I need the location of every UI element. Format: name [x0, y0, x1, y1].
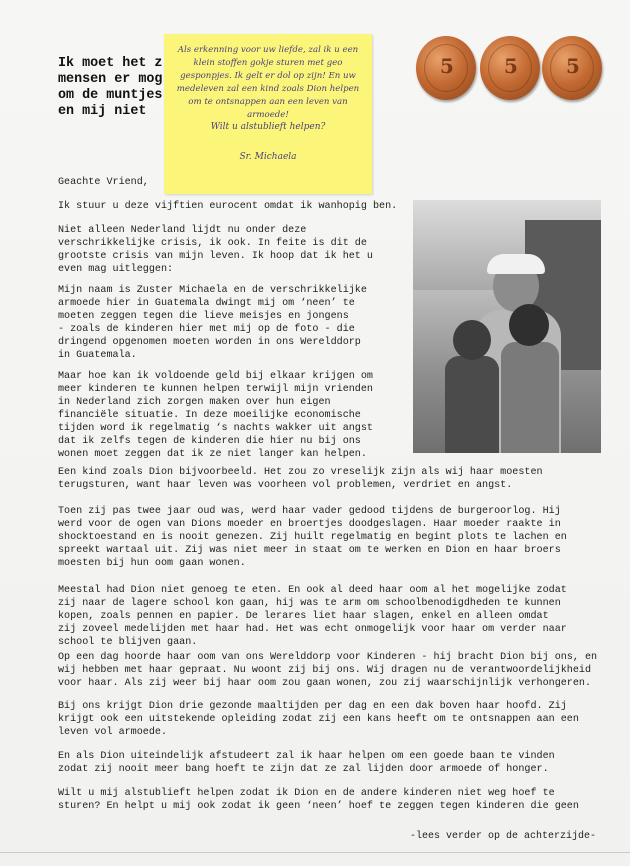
- coin-icon: [542, 36, 602, 100]
- coin-value: 5: [566, 54, 580, 78]
- coin-icon: [480, 36, 540, 100]
- paragraph-1: Ik stuur u deze vijftien eurocent omdat ik wanhopig ben.: [58, 201, 398, 212]
- continue-footer: -lees verder op de achterzijde-: [410, 831, 597, 842]
- salutation: Geachte Vriend,: [58, 177, 149, 188]
- sticky-note: [164, 34, 372, 194]
- coins-group: [408, 36, 608, 108]
- coin-value: 5: [504, 54, 518, 78]
- coin-icon: [416, 36, 476, 100]
- paragraph-2: Niet alleen Nederland lijdt nu onder deze verschrikkelijke crisis, ik ook. In feite is dit de grootste crisis van mijn leven. Ik hoop dat ik het u even mag uitleggen:: [58, 225, 373, 275]
- paragraph-6: Toen zij pas twee jaar oud was, werd haar vader gedood tijdens de burgeroorlog. Hij werd voor de ogen van Dions moeder en broertjes doodgeslagen. Haar moeder raakte in shocktoestand en is nooit genezen. Zij huilt regelmatig en begint plots te lachen en spreekt wartaal uit. Zij was niet meer in staat om te werken en Dion en haar broers moesten bij hun oom gaan wonen.: [58, 506, 567, 569]
- paragraph-10: En als Dion uiteindelijk afstudeert zal ik haar helpen om een goede baan te vinden zodat zij nooit meer bang hoeft te zijn dat ze zal lijden door armoede of honger.: [58, 751, 555, 775]
- sticky-note-text: Als erkenning voor uw liefde, zal ik u een klein stoffen gokje sturen met geo gesponpjes. Ik gelt er dol op zijn! En uw medeleven zal een kind zoals Dion helpen om te ontsnappen aan een leven van armoede!: [176, 45, 360, 120]
- paragraph-7: Meestal had Dion niet genoeg te eten. En ook al deed haar oom al het mogelijke zodat zij naar de lagere school kon gaan, hij was te arm om schoolbenodigdheden te kunnen kopen, zoals pennen en papier. De lerares liet haar slagen, enkel en alleen omdat zij zoveel medelijden met haar had. Het was echt onmogelijk voor haar om verder naar school te blijven gaan.: [58, 585, 567, 648]
- paragraph-11: Wilt u mij alstublieft helpen zodat ik Dion en de andere kinderen niet weg hoef te sturen? En helpt u mij ook zodat ik geen ‘neen’ hoef te zeggen tegen kinderen die geen: [58, 788, 579, 812]
- paragraph-9: Bij ons krijgt Dion drie gezonde maaltijden per dag en een dak boven haar hoofd. Zij krijgt ook een uitstekende opleiding zodat zij een kans heeft om te ontsnappen aan een leven vol armoede.: [58, 701, 579, 738]
- headline: Ik moet het z mensen er mog om de muntjes en mij niet: [58, 56, 163, 119]
- page-edge: [0, 852, 630, 853]
- paragraph-3: Mijn naam is Zuster Michaela en de verschrikkelijke armoede hier in Guatemala dwingt mij om ‘neen’ te moeten zeggen tegen die lieve meisjes en jongens - zoals de kinderen hier met mij op de foto - die dringend opgenomen moeten worden in ons Werelddorp in Guatemala.: [58, 285, 367, 361]
- paragraph-5: Een kind zoals Dion bijvoorbeeld. Het zou zo vreselijk zijn als wij haar moesten terugsturen, want haar leven was voorheen vol problemen, verdriet en angst.: [58, 467, 543, 491]
- photo-sister-with-children: [413, 200, 601, 453]
- paragraph-8: Op een dag hoorde haar oom van ons Werelddorp voor Kinderen - hij bracht Dion bij ons, en wij hebben met haar gepraat. Nu woont zij bij ons. Wij dragen nu de verantwoordelijkheid voor haar. Als zij weer bij haar oom zou gaan wonen, zou zij waarschijnlijk verhongeren.: [58, 652, 598, 689]
- paragraph-4: Maar hoe kan ik voldoende geld bij elkaar krijgen om meer kinderen te kunnen helpen terwijl mijn vrienden in Nederland zich zorgen maken over hun eigen financiële situatie. In deze moeilijke economische tijden word ik regelmatig ‘s nachts wakker uit angst dat ik zelfs tegen de kinderen die hier nu bij ons wonen moet zeggen dat ik ze niet langer kan helpen.: [58, 371, 373, 460]
- sticky-note-signature: Sr. Michaela: [239, 152, 297, 162]
- sticky-note-ask: Wilt u alstublieft helpen?: [210, 122, 326, 132]
- coin-value: 5: [440, 54, 454, 78]
